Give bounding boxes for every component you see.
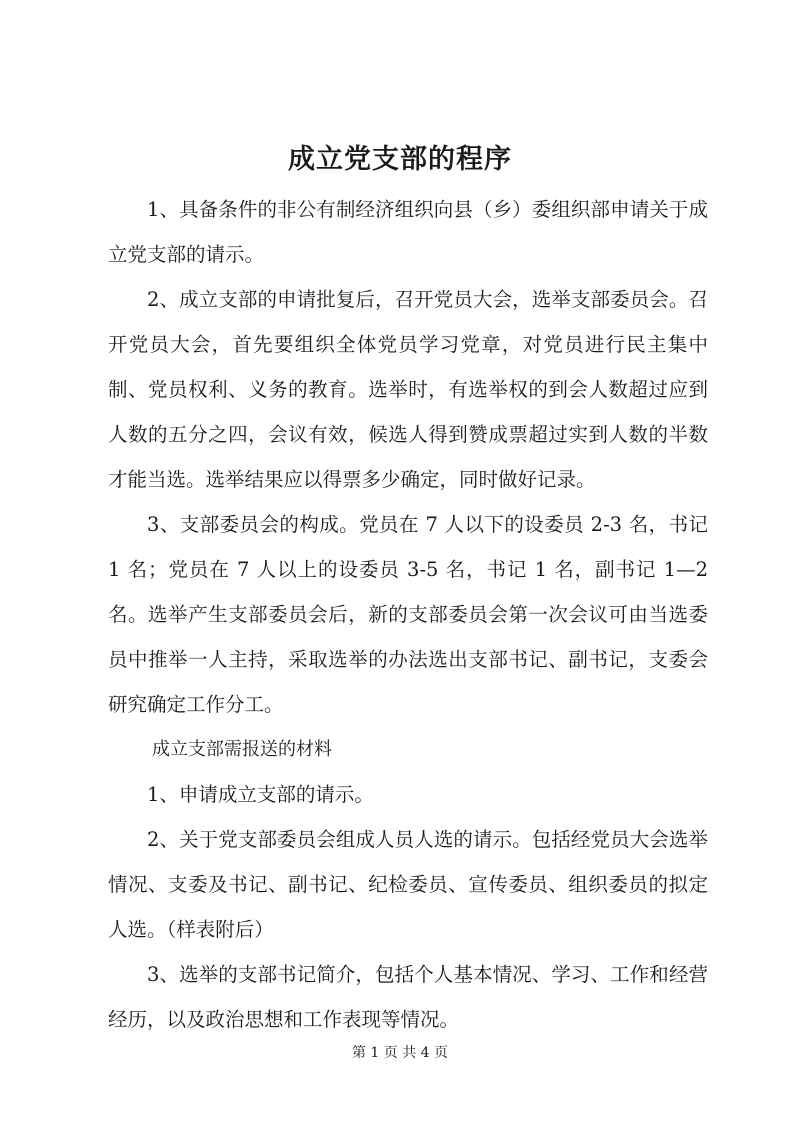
document-title: 成立党支部的程序 (288, 144, 512, 175)
paragraph-step-3: 3、支部委员会的构成。党员在 7 人以下的设委员 2-3 名，书记 1 名；党员在 7 人以上的设委员 3-5 名，书记 1 名，副书记 1—2 名。选举产生支部委员会后，新的支部委员会第一次会议可由当选委员中推举一人主持，采取选举的办法选出支部书记、副书记，支委会研究确定工作分工。 (108, 513, 708, 716)
document-body (108, 187, 708, 1042)
paragraph-material-3: 3、选举的支部书记简介，包括个人基本情况、学习、工作和经营经历，以及政治思想和工作表现等情况。 (108, 963, 708, 1031)
section-heading-materials: 成立支部需报送的材料 (152, 739, 332, 760)
paragraph-step-1: 1、具备条件的非公有制经济组织向县（乡）委组织部申请关于成立党支部的请示。 (108, 198, 708, 266)
page-footer: 第 1 页 共 4 页 (351, 1045, 449, 1061)
paragraph-material-2: 2、关于党支部委员会组成人员人选的请示。包括经党员大会选举情况、支委及书记、副书记、纪检委员、宣传委员、组织委员的拟定人选。（样表附后） (108, 828, 708, 941)
paragraph-step-2: 2、成立支部的申请批复后，召开党员大会，选举支部委员会。召开党员大会，首先要组织全体党员学习党章，对党员进行民主集中制、党员权利、义务的教育。选举时，有选举权的到会人数超过应到人数的五分之四，会议有效，候选人得到赞成票超过实到人数的半数才能当选。选举结果应以得票多少确定，同时做好记录。 (108, 288, 708, 491)
paragraph-material-1: 1、申请成立支部的请示。 (147, 783, 374, 806)
